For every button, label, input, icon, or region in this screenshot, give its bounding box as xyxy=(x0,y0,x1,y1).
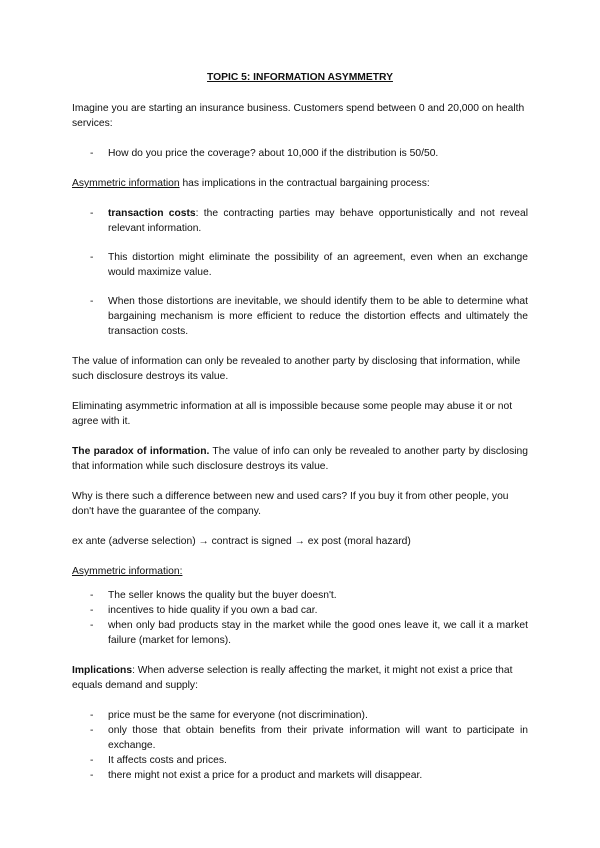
list-item xyxy=(72,206,528,236)
list-item: - It affects costs and prices. xyxy=(72,753,528,768)
list-item-text: This distortion might eliminate the possibility of an agreement, even when an exchange would maximize value. xyxy=(108,252,528,278)
list-item: - price must be the same for everyone (not discrimination). xyxy=(72,708,528,723)
bold-term: Implications xyxy=(72,665,133,676)
list-item xyxy=(72,294,528,339)
bargaining-bullet-list xyxy=(72,206,528,339)
document-title: TOPIC 5: INFORMATION ASYMMETRY xyxy=(207,72,393,83)
asymmetric-info-paragraph xyxy=(72,176,528,191)
list-item-text: When those distortions are inevitable, we should identify them to be able to determine what bargaining mechanism is more efficient to reduce the distortion effects and ultimately the transaction costs. xyxy=(108,296,528,337)
asymmetric-info-bullet-list xyxy=(72,588,528,648)
eliminating-asymmetry-paragraph: Eliminating asymmetric information at all is impossible because some people may abuse it or not agree with it. xyxy=(72,401,513,427)
intro-paragraph: Imagine you are starting an insurance business. Customers spend between 0 and 20,000 on health services: xyxy=(72,103,525,129)
list-item: - only those that obtain benefits from their private information will want to participate in exchange. xyxy=(72,723,528,753)
list-item xyxy=(72,250,528,280)
list-item: - there might not exist a price for a product and markets will disappear. xyxy=(72,768,528,783)
asymmetric-info-heading: Asymmetric information: xyxy=(72,566,183,577)
implications-paragraph xyxy=(72,663,528,693)
timeline-line: ex ante (adverse selection) → contract is signed → ex post (moral hazard) xyxy=(72,536,411,547)
list-item: - when only bad products stay in the market while the good ones leave it, we call it a market failure (market for lemons). xyxy=(72,618,528,648)
paragraph-text: has implications in the contractual bargaining process: xyxy=(179,178,430,189)
value-of-information-paragraph: The value of information can only be revealed to another party by disclosing that information, while such disclosure destroys its value. xyxy=(72,356,521,382)
bold-term: The paradox of information. xyxy=(72,446,210,457)
intro-bullet-list xyxy=(72,146,528,161)
list-item: - How do you price the coverage? about 10,000 if the distribution is 50/50. xyxy=(72,146,528,161)
underlined-term: Asymmetric information xyxy=(72,178,180,189)
implications-bullet-list xyxy=(72,708,528,783)
bold-term: transaction costs xyxy=(108,208,196,219)
paragraph-text: : When adverse selection is really affecting the market, it might not exist a price that equals demand and supply: xyxy=(72,665,513,691)
paragraph-text: The value of info can only be revealed to another party by disclosing that information while such disclosure destroys its value. xyxy=(72,446,528,472)
list-item-text: : the contracting parties may behave opportunistically and not reveal relevant information. xyxy=(108,208,528,234)
list-item: - The seller knows the quality but the buyer doesn't. xyxy=(72,588,528,603)
list-item: - incentives to hide quality if you own a bad car. xyxy=(72,603,528,618)
cars-paragraph: Why is there such a difference between new and used cars? If you buy it from other people, you don't have the guarantee of the company. xyxy=(72,491,509,517)
paradox-paragraph xyxy=(72,444,528,474)
